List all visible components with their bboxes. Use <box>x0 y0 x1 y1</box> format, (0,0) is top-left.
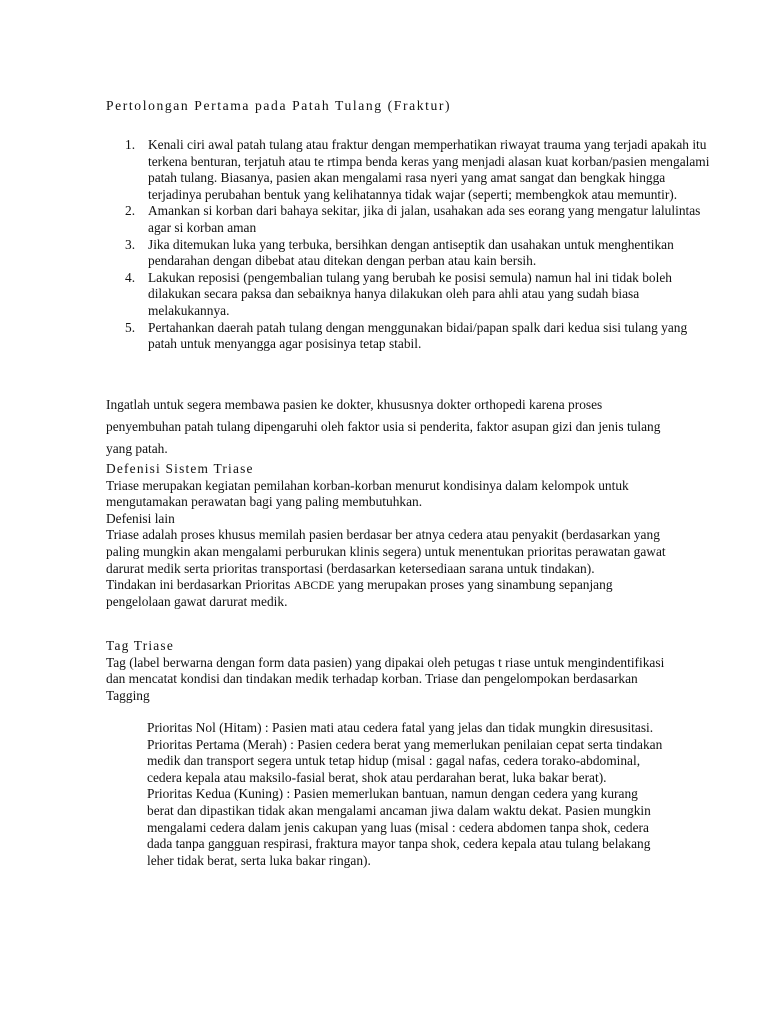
tag-triase-section <box>106 638 666 704</box>
list-item <box>125 319 718 353</box>
list-item-text: Jika ditemukan luka yang terbuka, bersihkan dengan antiseptik dan usahakan untuk menghentikan pendarahan dengan dibebat atau ditekan dengan perban atau kain bersih. <box>148 236 674 269</box>
paragraph: Tag (label berwarna dengan form data pasien) yang dipakai oleh petugas t riase untuk mengindentifikasi dan mencatat kondisi dan tindakan medik terhadap korban. Triase dan pengelompokan berdasarkan Tagging <box>106 654 665 703</box>
first-aid-steps-list <box>106 137 718 353</box>
list-item-text: Kenali ciri awal patah tulang atau fraktur dengan memperhatikan riwayat trauma yang terjadi apakah itu terkena benturan, terjatuh atau te rtimpa benda keras yang menjadi alasan kuat korban/pasien mengalami patah tulang. Biasanya, pasien akan mengalami rasa nyeri yang amat sangat dan bengkak hingga terjadinya perubahan bentuk yang kelihatannya tidak wajar (seperti; membengkok atau memuntir). <box>148 137 710 202</box>
section-heading: Tag Triase <box>106 638 174 653</box>
list-item <box>125 203 718 236</box>
list-item-text: Amankan si korban dari bahaya sekitar, jika di jalan, usahakan ada ses eorang yang mengatur lalulintas agar si korban aman <box>148 203 701 235</box>
document-title: Pertolongan Pertama pada Patah Tulang (Fraktur) <box>106 98 452 113</box>
paragraph: Triase merupakan kegiatan pemilahan korban-korban menurut kondisinya dalam kelompok untuk mengutamakan perawatan bagi yang paling membutuhkan. <box>106 477 629 510</box>
section-heading: Defenisi Sistem Triase <box>106 461 254 476</box>
list-item <box>125 137 718 203</box>
paragraph: Triase adalah proses khusus memilah pasien berdasar ber atnya cedera atau penyakit (berdasarkan yang paling mungkin akan mengalami perburukan klinis segera) untuk menentukan prioritas perawatan gawat darurat medik serta prioritas transportasi (berdasarkan ketersediaan sarana untuk tindakan). <box>106 527 666 576</box>
text-run: yang merupakan proses yang sinambung sepanjang pengelolaan gawat darurat medik. <box>106 577 613 609</box>
list-item-number: 2. <box>125 203 136 219</box>
list-item <box>125 269 718 320</box>
list-item-text: Lakukan reposisi (pengembalian tulang yang berubah ke posisi semula) namun hal ini tidak boleh dilakukan secara paksa dan sebaiknya hanya dilakukan oleh para ahli atau yang sudah biasa melakukannya. <box>148 269 672 318</box>
triase-definition-section <box>106 461 666 610</box>
priority-list <box>147 720 667 869</box>
list-item-text: Pertahankan daerah patah tulang dengan menggunakan bidai/papan spalk dari kedua sisi tulang yang patah untuk menyangga agar posisinya tetap stabil. <box>148 319 688 352</box>
list-item-number: 4. <box>125 269 136 285</box>
priority-item: Prioritas Kedua (Kuning) : Pasien memerlukan bantuan, namun dengan cedera yang kurang berat dan dipastikan tidak akan mengalami ancaman jiwa dalam waktu dekat. Pasien mungkin mengalami cedera dalam jenis cakupan yang luas (misal : cedera abdomen tanpa shok, cedera dada tanpa gangguan respirasi, fraktura mayor tanpa shok, cedera kepala atau tulang belakang leher tidak berat, serta luka bakar ringan). <box>147 786 651 868</box>
priority-item: Prioritas Pertama (Merah) : Pasien cedera berat yang memerlukan penilaian cepat serta tindakan medik dan transport segera untuk tetap hidup (misal : gagal nafas, cedera torako-abdominal, cedera kepala atau maksilo-fasial berat, shok atau perdarahan berat, luka bakar berat). <box>147 736 663 785</box>
abcde-acronym: ABCDE <box>293 578 335 593</box>
list-item <box>125 236 718 270</box>
list-item-number: 3. <box>125 236 136 252</box>
text-run: Tindakan ini berdasarkan Prioritas <box>106 577 294 593</box>
section-subheading: Defenisi lain <box>106 510 175 526</box>
intro-paragraph: Ingatlah untuk segera membawa pasien ke dokter, khususnya dokter orthopedi karena proses penyembuhan patah tulang dipengaruhi oleh faktor usia si penderita, faktor asupan gizi dan jenis tulang yang patah. <box>106 397 661 456</box>
priority-item: Prioritas Nol (Hitam) : Pasien mati atau cedera fatal yang jelas dan tidak mungkin diresusitasi. <box>147 720 654 735</box>
paragraph <box>106 577 666 610</box>
list-item-number: 1. <box>125 137 136 152</box>
list-item-number: 5. <box>125 319 136 335</box>
